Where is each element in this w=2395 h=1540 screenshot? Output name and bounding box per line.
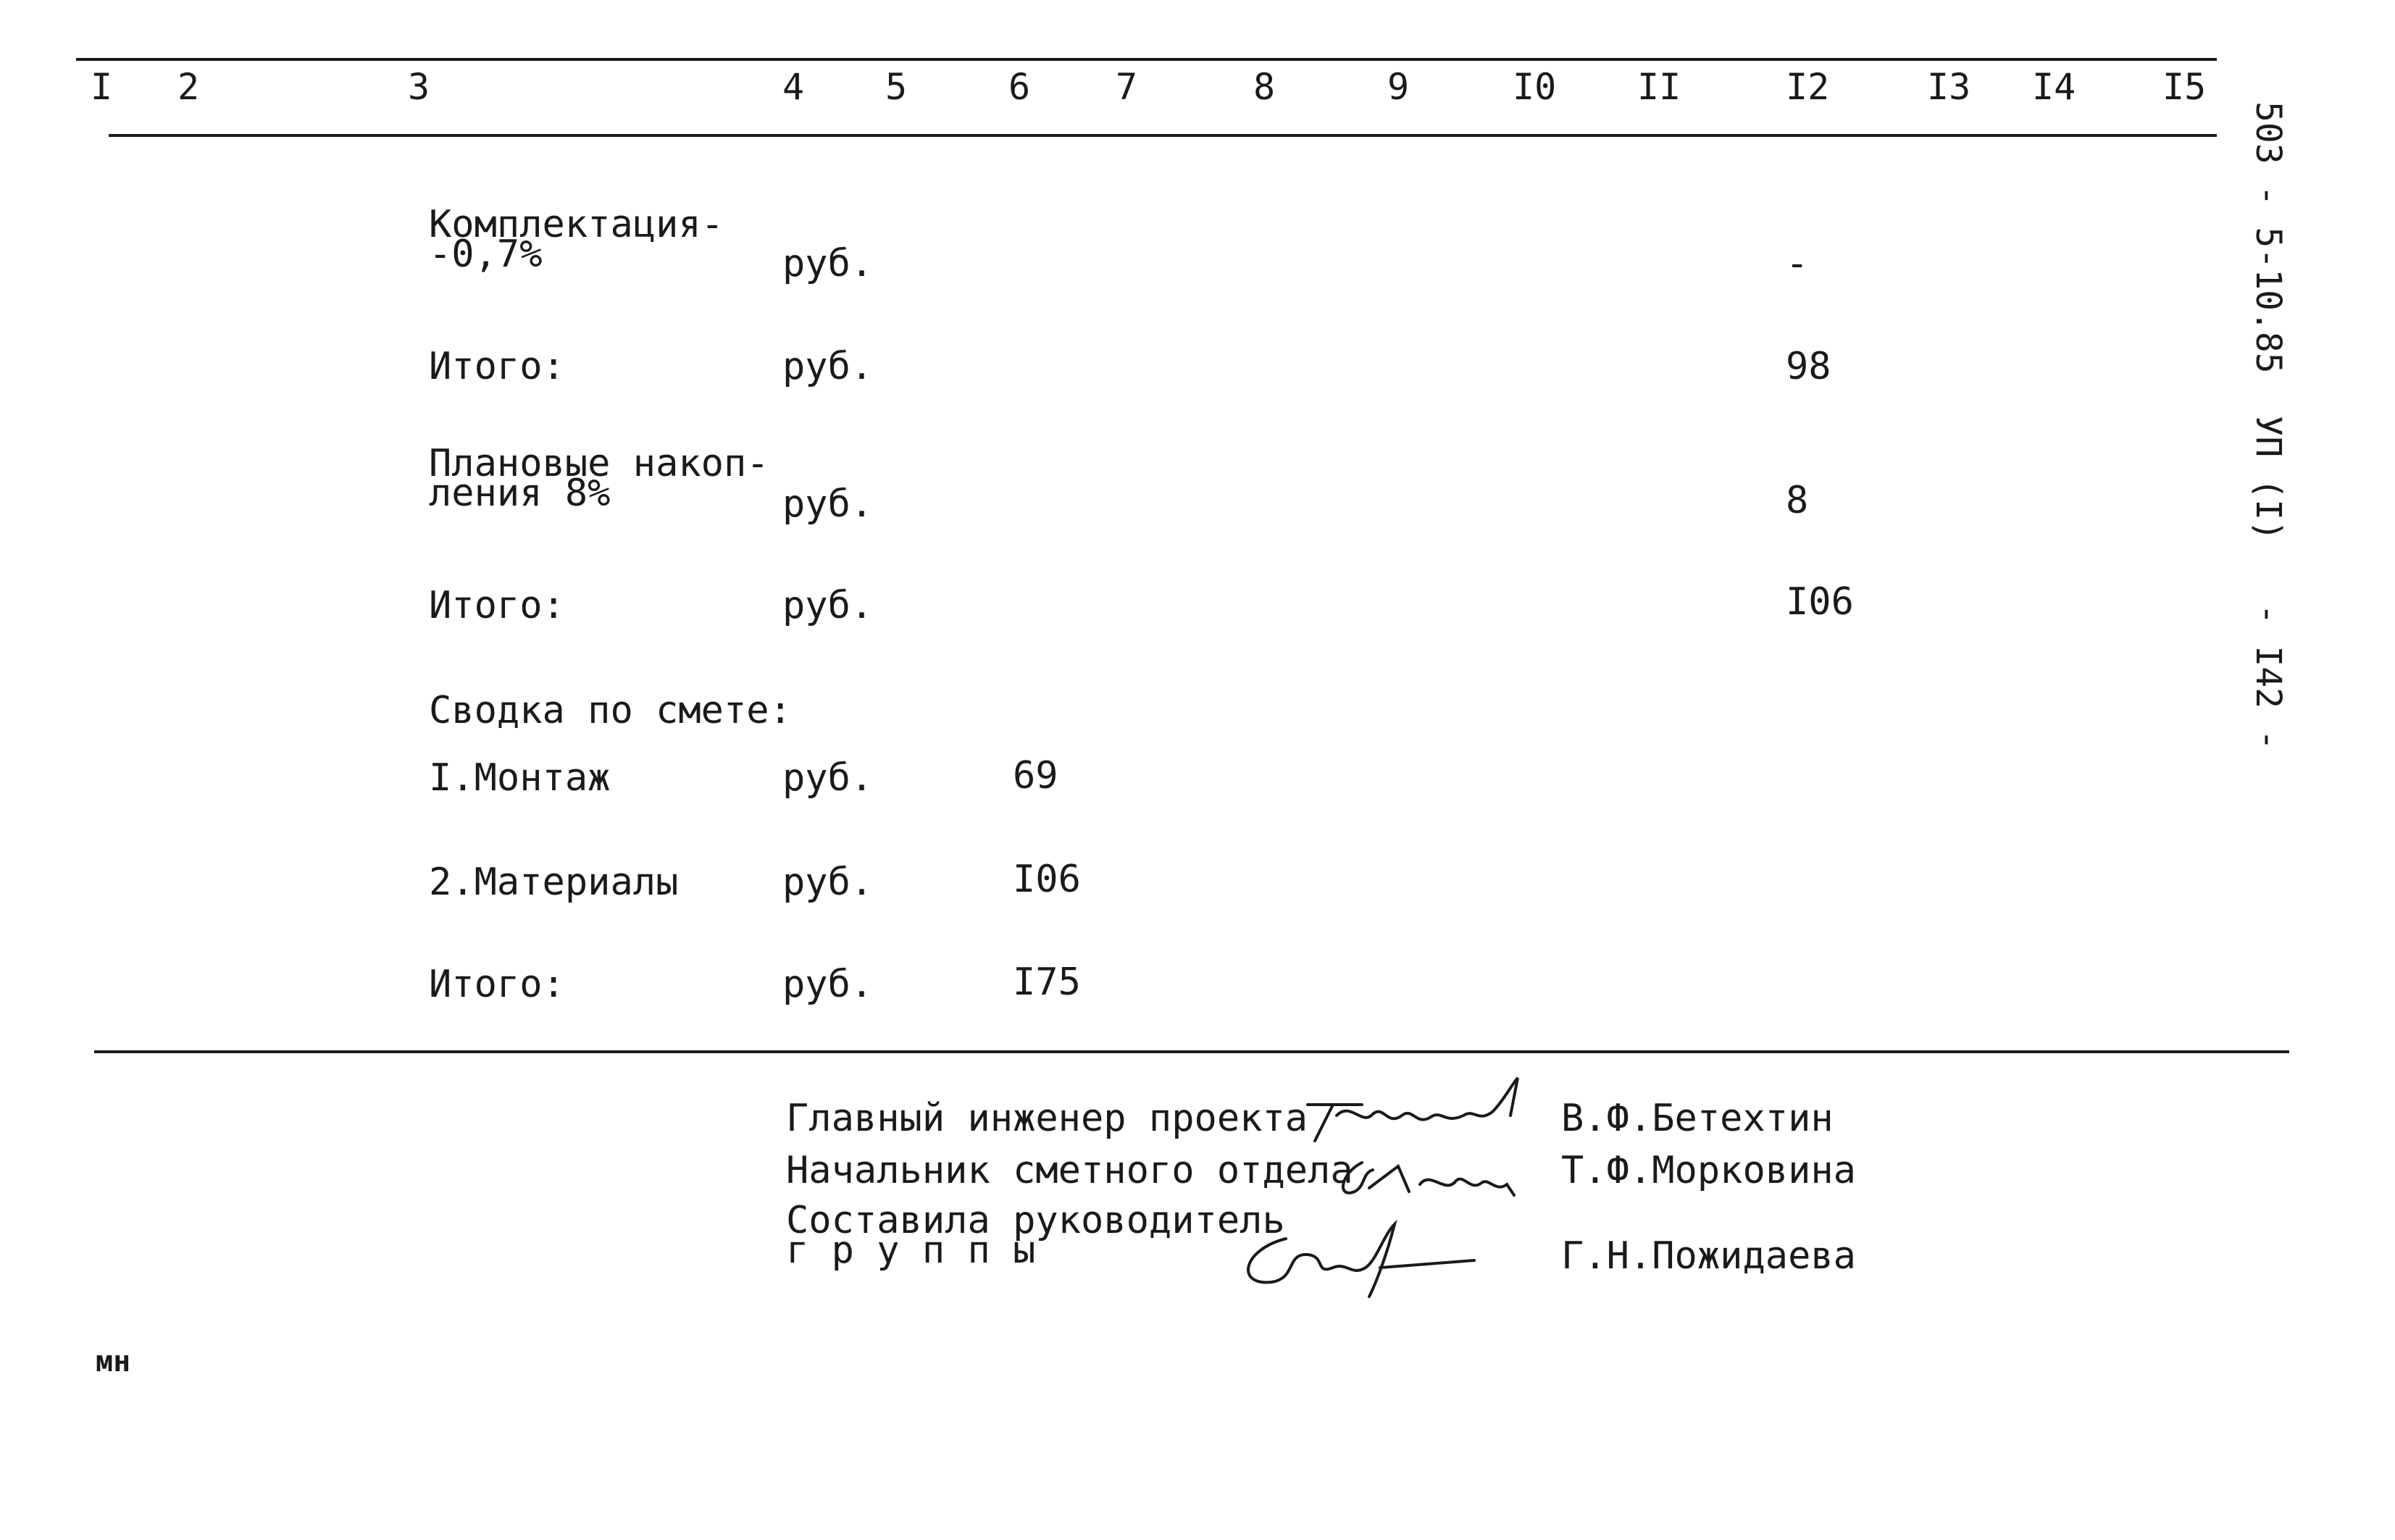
col-header-6: 6	[1008, 66, 1031, 108]
row-3-col12: 8	[1786, 479, 1809, 522]
row-4-col12: I06	[1786, 580, 1854, 624]
col-header-14: I4	[2032, 66, 2076, 108]
signature-1-name: В.Ф.Бетехтин	[1561, 1097, 1834, 1140]
header-rule	[109, 134, 2217, 137]
summary-row-2-unit: руб.	[782, 861, 874, 904]
signature-3-title: Составила руководитель г р у п п ы	[786, 1199, 1285, 1272]
summary-heading: Сводка по смете:	[429, 689, 792, 732]
summary-row-3-col6: I75	[1013, 961, 1081, 1004]
summary-row-3-unit: руб.	[782, 963, 874, 1006]
row-2-col12: 98	[1786, 345, 1831, 388]
signature-1-title: Главный инженер проекта	[786, 1097, 1308, 1140]
row-3-label: Плановые накоп- ления 8%	[429, 442, 769, 515]
col-header-7: 7	[1116, 66, 1138, 108]
row-4-label: Итого:	[429, 584, 565, 627]
col-header-11: II	[1637, 66, 1681, 108]
summary-row-3-label: Итого:	[429, 963, 565, 1006]
top-rule	[76, 58, 2217, 61]
footer-rule	[94, 1050, 2289, 1053]
row-1-unit: руб.	[782, 242, 874, 285]
signature-2-name: Т.Ф.Морковина	[1561, 1149, 1856, 1192]
summary-row-2-label: 2.Материалы	[429, 861, 679, 904]
handwritten-signature-1	[1293, 1072, 1539, 1152]
side-document-code: 503 - 5-10.85 УП (I) - I42 -	[2248, 101, 2289, 750]
row-3-unit: руб.	[782, 482, 874, 526]
summary-row-1-label: I.Монтаж	[429, 756, 611, 800]
col-header-13: I3	[1927, 66, 1971, 108]
handwritten-signature-3	[1228, 1210, 1489, 1304]
row-2-unit: руб.	[782, 345, 874, 388]
summary-row-2-col6: I06	[1013, 858, 1081, 901]
row-4-unit: руб.	[782, 584, 874, 627]
summary-row-1-col6: 69	[1013, 754, 1058, 798]
handwritten-signature-2	[1329, 1148, 1525, 1213]
col-header-3: 3	[408, 66, 430, 108]
row-1-label: Комплектация- -0,7%	[429, 203, 724, 276]
col-header-9: 9	[1387, 66, 1410, 108]
footer-mark: мн	[96, 1345, 131, 1378]
col-header-8: 8	[1253, 66, 1276, 108]
summary-row-1-unit: руб.	[782, 756, 874, 800]
row-1-col12: -	[1786, 242, 1809, 285]
row-2-label: Итого:	[429, 345, 565, 388]
signature-3-name: Г.Н.Пожидаева	[1561, 1234, 1856, 1278]
col-header-5: 5	[885, 66, 908, 108]
col-header-10: I0	[1513, 66, 1557, 108]
col-header-4: 4	[782, 66, 805, 108]
col-header-12: I2	[1786, 66, 1830, 108]
col-header-1: I	[91, 66, 113, 108]
signature-2-title: Начальник сметного отдела	[786, 1149, 1353, 1192]
col-header-15: I5	[2162, 66, 2207, 108]
col-header-2: 2	[177, 66, 200, 108]
